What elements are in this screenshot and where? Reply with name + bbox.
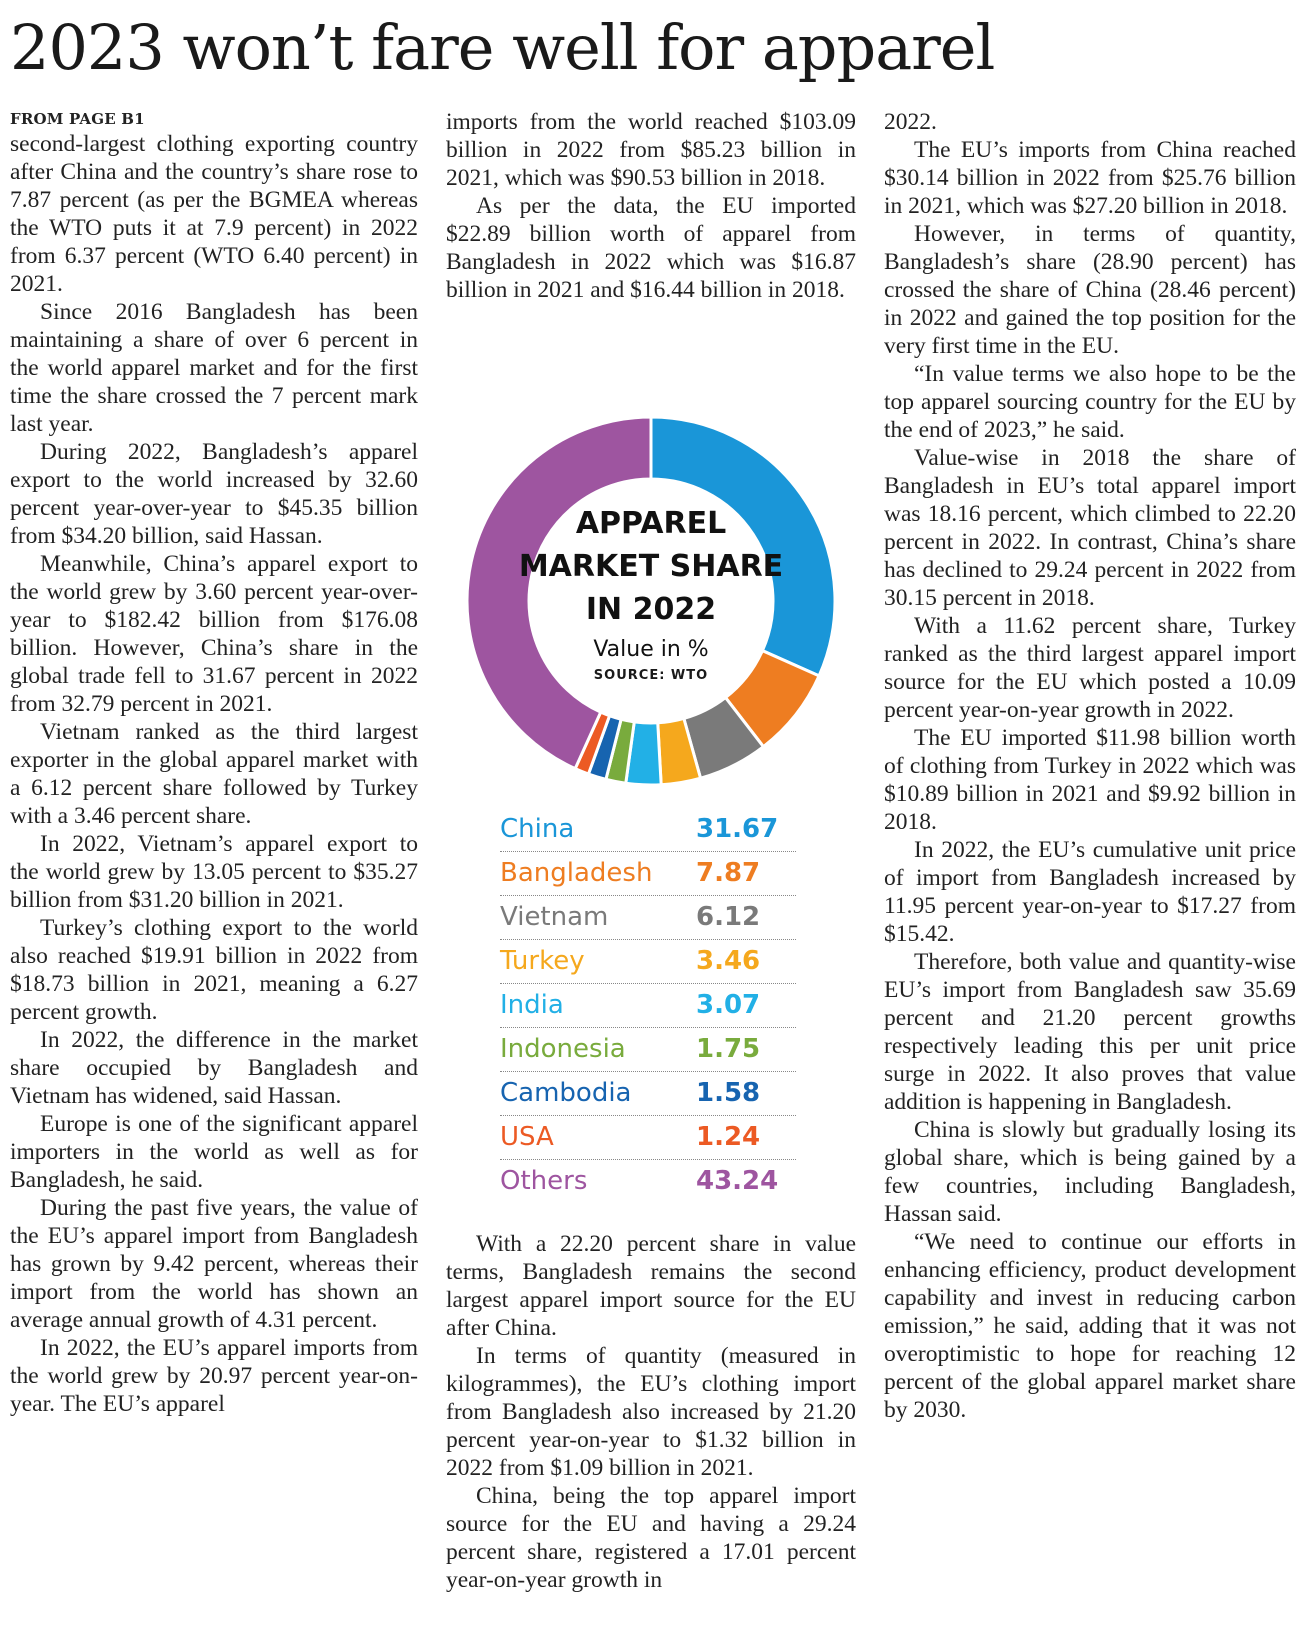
legend-row [500, 808, 796, 852]
legend-value: 3.07 [696, 990, 761, 1020]
paragraph: Since 2016 Bangladesh has been maintaining a share of over 6 percent in the world apparel market and for the first time the share crossed the 7 percent mark last year. [10, 299, 418, 437]
legend-row [500, 984, 796, 1028]
column-3 [884, 108, 1296, 1424]
paragraph: In terms of quantity (measured in kilogrammes), the EU’s clothing import from Bangladesh also increased by 21.20 percent year-on-year to $1.32 billion in 2022 from $1.09 billion in 2021. [446, 1343, 856, 1481]
legend-row [500, 940, 796, 984]
legend-label: China [500, 814, 575, 844]
chart-source: SOURCE: WTO [593, 668, 709, 683]
market-share-chart [446, 392, 856, 812]
headline: 2023 won’t fare well for apparel [10, 11, 995, 84]
paragraph: Europe is one of the significant apparel importers in the world as well as for Bangladesh, he said. [10, 1111, 418, 1193]
legend-row [500, 896, 796, 940]
paragraph: imports from the world reached $103.09 billion in 2022 from $85.23 billion in 2021, which was $90.53 billion in 2018. [446, 109, 856, 191]
paragraph: Meanwhile, China’s apparel export to the world grew by 3.60 percent year-over-year to $182.42 billion from $176.08 billion. However, China’s share in the global trade fell to 31.67 percent in 2022 from 32.79 percent in 2021. [10, 551, 418, 717]
chart-title-line-2: MARKET SHARE [518, 549, 784, 584]
paragraph: With a 22.20 percent share in value terms, Bangladesh remains the second largest apparel import source for the EU after China. [446, 1231, 856, 1341]
paragraph: second-largest clothing exporting country after China and the country’s share rose to 7.87 percent (as per the BGMEA whereas the WTO puts it at 7.9 percent) in 2022 from 6.37 percent (WTO 6.40 percent) in 2021. [10, 131, 418, 297]
paragraph: “We need to continue our efforts in enhancing efficiency, product development capability and invest in reducing carbon emission,” he said, adding that it was not overoptimistic to hope for reaching 12 percent of the global apparel market share by 2030. [884, 1229, 1296, 1423]
from-page-label: FROM PAGE B1 [10, 110, 145, 128]
legend-value: 1.24 [696, 1122, 761, 1152]
paragraph: The EU imported $11.98 billion worth of clothing from Turkey in 2022 which was $10.89 billion in 2021 and $9.92 billion in 2018. [884, 725, 1296, 835]
paragraph: During 2022, Bangladesh’s apparel export to the world increased by 32.60 percent year-over-year to $45.35 billion from $34.20 billion, said Hassan. [10, 439, 418, 549]
legend-value: 1.58 [696, 1078, 761, 1108]
paragraph: In 2022, the EU’s apparel imports from the world grew by 20.97 percent year-on-year. The EU’s apparel [10, 1335, 418, 1417]
column-2-top [446, 108, 856, 304]
legend-row [500, 852, 796, 896]
legend-label: India [500, 990, 564, 1020]
chart-legend [500, 808, 796, 1203]
paragraph: In 2022, the difference in the market share occupied by Bangladesh and Vietnam has widened, said Hassan. [10, 1027, 418, 1109]
chart-title-line-3: IN 2022 [585, 592, 717, 627]
chart-title-line-1: APPAREL [575, 506, 727, 541]
column-2-bottom [446, 1230, 856, 1594]
paragraph: Turkey’s clothing export to the world also reached $19.91 billion in 2022 from $18.73 billion in 2021, meaning a 6.27 percent growth. [10, 915, 418, 1025]
column-1 [10, 108, 418, 1418]
legend-value: 1.75 [696, 1034, 761, 1064]
paragraph: Vietnam ranked as the third largest exporter in the global apparel market with a 6.12 percent share followed by Turkey with a 3.46 percent share. [10, 719, 418, 829]
paragraph: During the past five years, the value of the EU’s apparel import from Bangladesh has grown by 9.42 percent, whereas their import from the world has shown an average annual growth of 4.31 percent. [10, 1195, 418, 1333]
legend-row [500, 1116, 796, 1160]
paragraph: In 2022, Vietnam’s apparel export to the world grew by 13.05 percent to $35.27 billion from $31.20 billion in 2021. [10, 831, 418, 913]
legend-label: Others [500, 1166, 588, 1196]
paragraph: “In value terms we also hope to be the top apparel sourcing country for the EU by the end of 2023,” he said. [884, 361, 1296, 443]
legend-label: Vietnam [500, 902, 609, 932]
legend-label: Turkey [500, 946, 585, 976]
paragraph: As per the data, the EU imported $22.89 billion worth of apparel from Bangladesh in 2022 which was $16.87 billion in 2021 and $16.44 billion in 2018. [446, 193, 856, 303]
paragraph: With a 11.62 percent share, Turkey ranked as the third largest apparel import source for the EU which posted a 10.09 percent year-on-year growth in 2022. [884, 613, 1296, 723]
legend-value: 43.24 [696, 1166, 779, 1196]
legend-value: 31.67 [696, 814, 779, 844]
paragraph: China is slowly but gradually losing its global share, which is being gained by a few countries, including Bangladesh, Hassan said. [884, 1117, 1296, 1227]
legend-label: Indonesia [500, 1034, 626, 1064]
paragraph: The EU’s imports from China reached $30.14 billion in 2022 from $25.76 billion in 2021, which was $27.20 billion in 2018. [884, 137, 1296, 219]
paragraph: Value-wise in 2018 the share of Bangladesh in EU’s total apparel import was 18.16 percent, which climbed to 22.20 percent in 2022. In contrast, China’s share has declined to 29.24 percent in 2022 from 30.15 percent in 2018. [884, 445, 1296, 611]
paragraph: In 2022, the EU’s cumulative unit price of import from Bangladesh increased by 11.95 percent year-on-year to $17.27 from $15.42. [884, 837, 1296, 947]
paragraph: Therefore, both value and quantity-wise EU’s import from Bangladesh saw 35.69 percent and 21.20 percent growths respectively leading this per unit price surge in 2022. It also proves that value addition is happening in Bangladesh. [884, 949, 1296, 1115]
legend-label: Cambodia [500, 1078, 632, 1108]
paragraph: China, being the top apparel import source for the EU and having a 29.24 percent share, registered a 17.01 percent year-on-year growth in [446, 1483, 856, 1593]
legend-label: USA [500, 1122, 554, 1152]
paragraph: However, in terms of quantity, Bangladesh’s share (28.90 percent) has crossed the share of China (28.46 percent) in 2022 and gained the top position for the very first time in the EU. [884, 221, 1296, 359]
legend-row [500, 1160, 796, 1203]
legend-value: 6.12 [696, 902, 761, 932]
chart-subtitle: Value in % [593, 637, 709, 662]
legend-value: 3.46 [696, 946, 761, 976]
legend-value: 7.87 [696, 858, 761, 888]
legend-row [500, 1028, 796, 1072]
legend-label: Bangladesh [500, 858, 653, 888]
legend-row [500, 1072, 796, 1116]
paragraph: 2022. [884, 109, 937, 135]
